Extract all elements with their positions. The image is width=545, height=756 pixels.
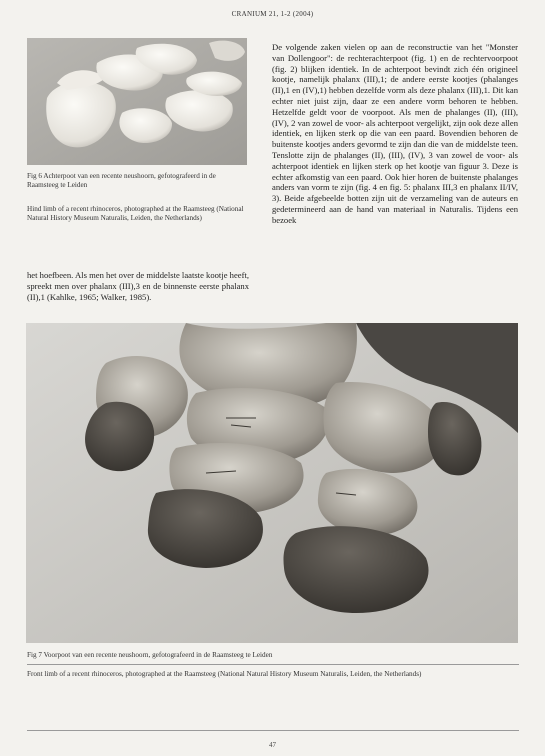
footer-divider (27, 730, 519, 731)
body-text-right-column: De volgende zaken vielen op aan de reconstructie van het "Monster van Dollengoor": de rechterachterpoot (fig. 1) en de rechtervoorpoot (fig. 2) blijken identiek. In de achterpoot bevindt zich één origineel kootje, namelijk phalanx (III),1; de andere eerste kootjes (phalanges (II),1 en (IV),1) hebben dezelfde vorm als deze phalanx (III),1. Dit kan echter niet juist zijn, daar ze een andere vorm behoren te hebben. Hetzelfde geldt voor de voorpoot. Als men de phalanges (II), (III), (IV), 2 van zowel de voor- als achterpoot vergelijkt, zijn ook deze allen identiek, en lijken sterk op die van een paard. Bovendien behoren de buitenste kootjes anders gevormd te zijn dan die van de middelste teen. Tenslotte zijn de phalanges (II), (III), (IV), 3 van zowel de voor- als achterpoot identiek en lijken sterk op het kootje van figuur 3. Deze is echter afkomstig van een paard. Ook hier horen de buitenste phalanges anders van vorm te zijn (fig. 4 en fig. 5: phalanx III,3 en phalanx II/IV, 3). Beide afgebeelde botten zijn uit de verzameling van de auteurs en gedetermineerd aan de hand van materiaal in Naturalis. Tijdens een bezoek (272, 42, 518, 225)
front-limb-photo (26, 323, 518, 643)
figure-7-photo (26, 323, 518, 643)
page-number: 47 (269, 741, 276, 749)
body-text-left-column: het hoefbeen. Als men het over de middelste laatste kootje heeft, spreekt men over phalanx (III),3 en de binnenste eerste phalanx (II),1 (Kahlke, 1965; Walker, 1985). (27, 270, 249, 302)
hind-limb-photo (27, 38, 247, 165)
figure-6-caption-dutch: Fig 6 Achterpoot van een recente neushoorn, gefotografeerd in de Raamsteeg te Leiden (27, 172, 216, 190)
figure-7-caption-dutch: Fig 7 Voorpoot van een recente neushoorn, gefotografeerd in de Raamsteeg te Leiden (27, 651, 273, 659)
running-head: CRANIUM 21, 1-2 (2004) (231, 10, 314, 18)
figure-6-caption-english: Hind limb of a recent rhinoceros, photographed at the Raamsteeg (National Natural History Museum Naturalis, Leiden, the Netherlands) (27, 205, 244, 223)
figure-6-photo (27, 38, 247, 165)
figure-7-caption-english: Front limb of a recent rhinoceros, photographed at the Raamsteeg (National Natural History Museum Naturalis, Leiden, the Netherlands) (27, 670, 422, 678)
caption-divider (27, 664, 519, 665)
